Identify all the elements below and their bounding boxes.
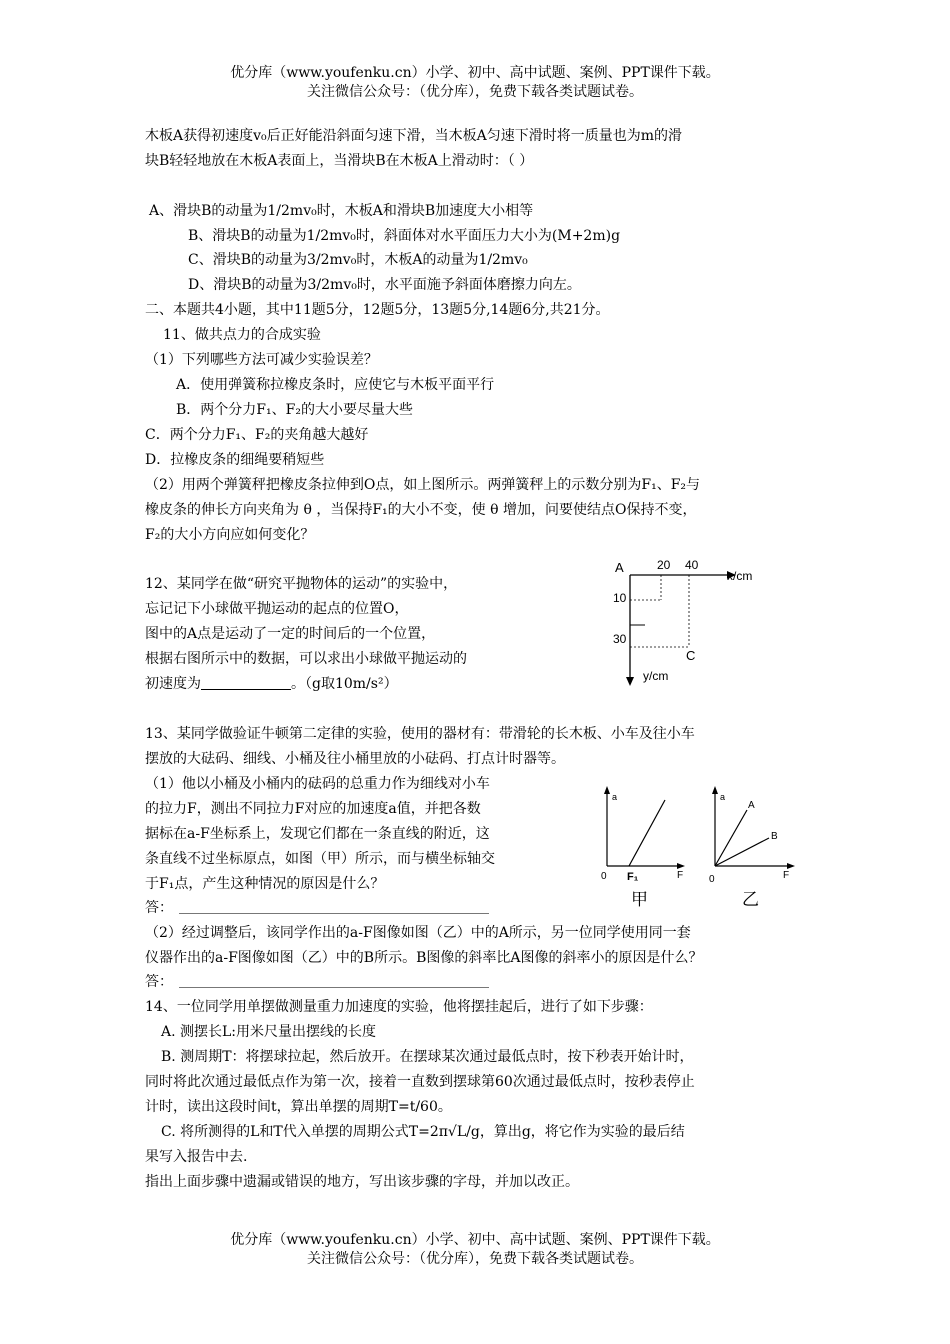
q14-step-c-line-2: 果写入报告中去. — [145, 1149, 248, 1165]
q10-option-c: C、滑块B的动量为3/2mv₀时，木板A的动量为1/2mv₀ — [188, 252, 528, 268]
yi-f-label: F — [783, 870, 790, 881]
footer-line-2: 关注微信公众号：（优分库），免费下载各类试题试卷。 — [307, 1251, 643, 1267]
q10-stem-1: 木板A获得初速度v₀后正好能沿斜面匀速下滑，当木板A匀速下滑时将一质量也为m的滑 — [145, 128, 683, 144]
graph-yi — [709, 786, 795, 909]
y-tick-10: 10 — [613, 591, 627, 605]
graph-jia — [601, 786, 685, 909]
q10-option-b: B、滑块B的动量为1/2mv₀时，斜面体对水平面压力大小为(M+2m)g — [188, 228, 621, 244]
x-axis-label: x/cm — [727, 569, 753, 583]
q12-line-4: 根据右图所示中的数据，可以求出小球做平抛运动的 — [145, 651, 467, 667]
q14-line-1: 14、一位同学用单摆做测量重力加速度的实验，他将摆挂起后，进行了如下步骤： — [145, 999, 653, 1015]
jia-line — [629, 800, 665, 866]
q13-part-1-line-1: （1）他以小桶及小桶内的砝码的总重力作为细线对小车 — [145, 776, 490, 792]
jia-f-axis-arrow-icon — [677, 863, 685, 869]
q11-part-2-line-1: （2）用两个弹簧秤把橡皮条拉伸到O点，如上图所示。两弹簧秤上的示数分别为F₁、F₂与 — [145, 477, 701, 493]
q11-option-a: A．使用弹簧称拉橡皮条时，应使它与木板平面平行 — [176, 377, 495, 393]
q11-option-d: D．拉橡皮条的细绳要稍短些 — [145, 452, 325, 468]
q13-answer-1-label: 答： — [145, 900, 173, 916]
point-c-label: C — [686, 648, 696, 663]
q14-step-b-line-2: 同时将此次通过最低点作为第一次，接着一直数到摆球第60次通过最低点时，按秒表停止 — [145, 1074, 695, 1090]
q13-line-2: 摆放的大砝码、细线、小桶及往小桶里放的小砝码、打点计时器等。 — [145, 751, 565, 767]
yi-f-axis-arrow-icon — [787, 863, 795, 869]
q14-step-b-line-3: 计时，读出这段时间t，算出单摆的周期T=t/60。 — [145, 1099, 452, 1115]
q14-step-c-line-1: C. 将所测得的L和T代入单摆的周期公式T=2π√L/g，算出g，将它作为实验的最后结 — [161, 1124, 685, 1140]
section-2-heading: 二、本题共4小题，其中11题5分，12题5分，13题5分,14题6分,共21分。 — [145, 302, 610, 318]
yi-line-a-label: A — [748, 800, 755, 811]
q10-option-d: D、滑块B的动量为3/2mv₀时，水平面施予斜面体磨擦力向左。 — [188, 277, 581, 293]
q12-line-5 — [145, 674, 398, 694]
q12-answer-prefix: 初速度为 — [145, 676, 201, 692]
jia-f1-label: F₁ — [627, 871, 639, 883]
x-tick-20: 20 — [657, 558, 671, 572]
y-axis-label: y/cm — [643, 669, 669, 683]
yi-origin-label: 0 — [709, 874, 715, 885]
q13-part-1-line-4: 条直线不过坐标原点，如图（甲）所示，而与横坐标轴交 — [145, 851, 495, 867]
q12-line-3: 图中的A点是运动了一定的时间后的一个位置， — [145, 626, 436, 642]
q13-part-1-line-3: 据标在a-F坐标系上，发现它们都在一条直线的附近，这 — [145, 826, 490, 842]
q11-option-c: C．两个分力F₁、F₂的夹角越大越好 — [145, 427, 369, 443]
jia-a-axis-arrow-icon — [604, 786, 610, 794]
header-line-1: 优分库（www.youfenku.cn）小学、初中、高中试题、案例、PPT课件下载。 — [230, 65, 720, 81]
q10-stem-2: 块B轻轻地放在木板A表面上，当滑块B在木板A上滑动时：（ ） — [145, 153, 534, 169]
q12-line-2: 忘记记下小球做平抛运动的起点的位置O， — [145, 601, 409, 617]
y-axis-arrow-icon — [626, 677, 634, 686]
q11-title: 11、做共点力的合成实验 — [163, 327, 321, 343]
jia-f-label: F — [677, 870, 684, 881]
q12-line-1: 12、某同学在做“研究平抛物体的运动”的实验中， — [145, 576, 458, 592]
yi-a-axis-arrow-icon — [712, 786, 718, 794]
q13-line-1: 13、某同学做验证牛顿第二定律的实验，使用的器材有：带滑轮的长木板、小车及往小车 — [145, 726, 695, 742]
footer-line-1: 优分库（www.youfenku.cn）小学、初中、高中试题、案例、PPT课件下载。 — [230, 1232, 720, 1248]
q14-step-a: A. 测摆长L:用米尺量出摆线的长度 — [161, 1024, 377, 1040]
q10-option-a: A、滑块B的动量为1/2mv₀时，木板A和滑块B加速度大小相等 — [149, 203, 534, 219]
q13-part-2-line-1: （2）经过调整后，该同学作出的a-F图像如图（乙）中的A所示，另一位同学使用同一套 — [145, 925, 691, 941]
q14-step-b-line-1: B. 测周期T：将摆球拉起，然后放开。在摆球某次通过最低点时，按下秒表开始计时， — [161, 1049, 694, 1065]
q13-answer-2-blank[interactable] — [179, 973, 489, 988]
jia-caption: 甲 — [631, 890, 648, 909]
q13-answer-2 — [145, 972, 489, 992]
q13-graphs-figure — [595, 778, 810, 913]
point-a-label: A — [615, 560, 624, 575]
jia-a-label: a — [612, 792, 618, 802]
q11-part-1: （1）下列哪些方法可减少实验误差？ — [145, 352, 378, 368]
yi-caption: 乙 — [742, 890, 759, 909]
q13-answer-1-blank[interactable] — [179, 899, 489, 914]
q13-part-1-line-5: 于F₁点，产生这种情况的原因是什么？ — [145, 876, 385, 892]
q12-trajectory-figure — [605, 555, 775, 690]
header-line-2: 关注微信公众号：（优分库），免费下载各类试题试卷。 — [307, 84, 643, 100]
q11-part-2-line-3: F₂的大小方向应如何变化？ — [145, 527, 315, 543]
q13-part-1-line-2: 的拉力F，测出不同拉力F对应的加速度a值，并把各数 — [145, 801, 481, 817]
q13-answer-1 — [145, 898, 489, 918]
q11-option-b: B．两个分力F₁、F₂的大小要尽量大些 — [176, 402, 413, 418]
x-tick-40: 40 — [685, 558, 699, 572]
q11-part-2-line-2: 橡皮条的伸长方向夹角为 θ ，当保持F₁的大小不变，使 θ 增加，问要使结点O保持不变， — [145, 502, 697, 518]
q14-final-instruction: 指出上面步骤中遗漏或错误的地方，写出该步骤的字母，并加以改正。 — [145, 1174, 579, 1190]
q13-part-2-line-2: 仪器作出的a-F图像如图（乙）中的B所示。B图像的斜率比A图像的斜率小的原因是什么？ — [145, 950, 703, 966]
y-tick-30: 30 — [613, 632, 627, 646]
q12-answer-suffix: 。（g取10m/s²） — [291, 676, 398, 692]
yi-a-label: a — [720, 792, 726, 802]
q12-answer-blank[interactable] — [201, 675, 291, 690]
yi-line-b-label: B — [771, 831, 778, 842]
jia-origin-label: 0 — [601, 871, 607, 882]
q13-answer-2-label: 答： — [145, 974, 173, 990]
